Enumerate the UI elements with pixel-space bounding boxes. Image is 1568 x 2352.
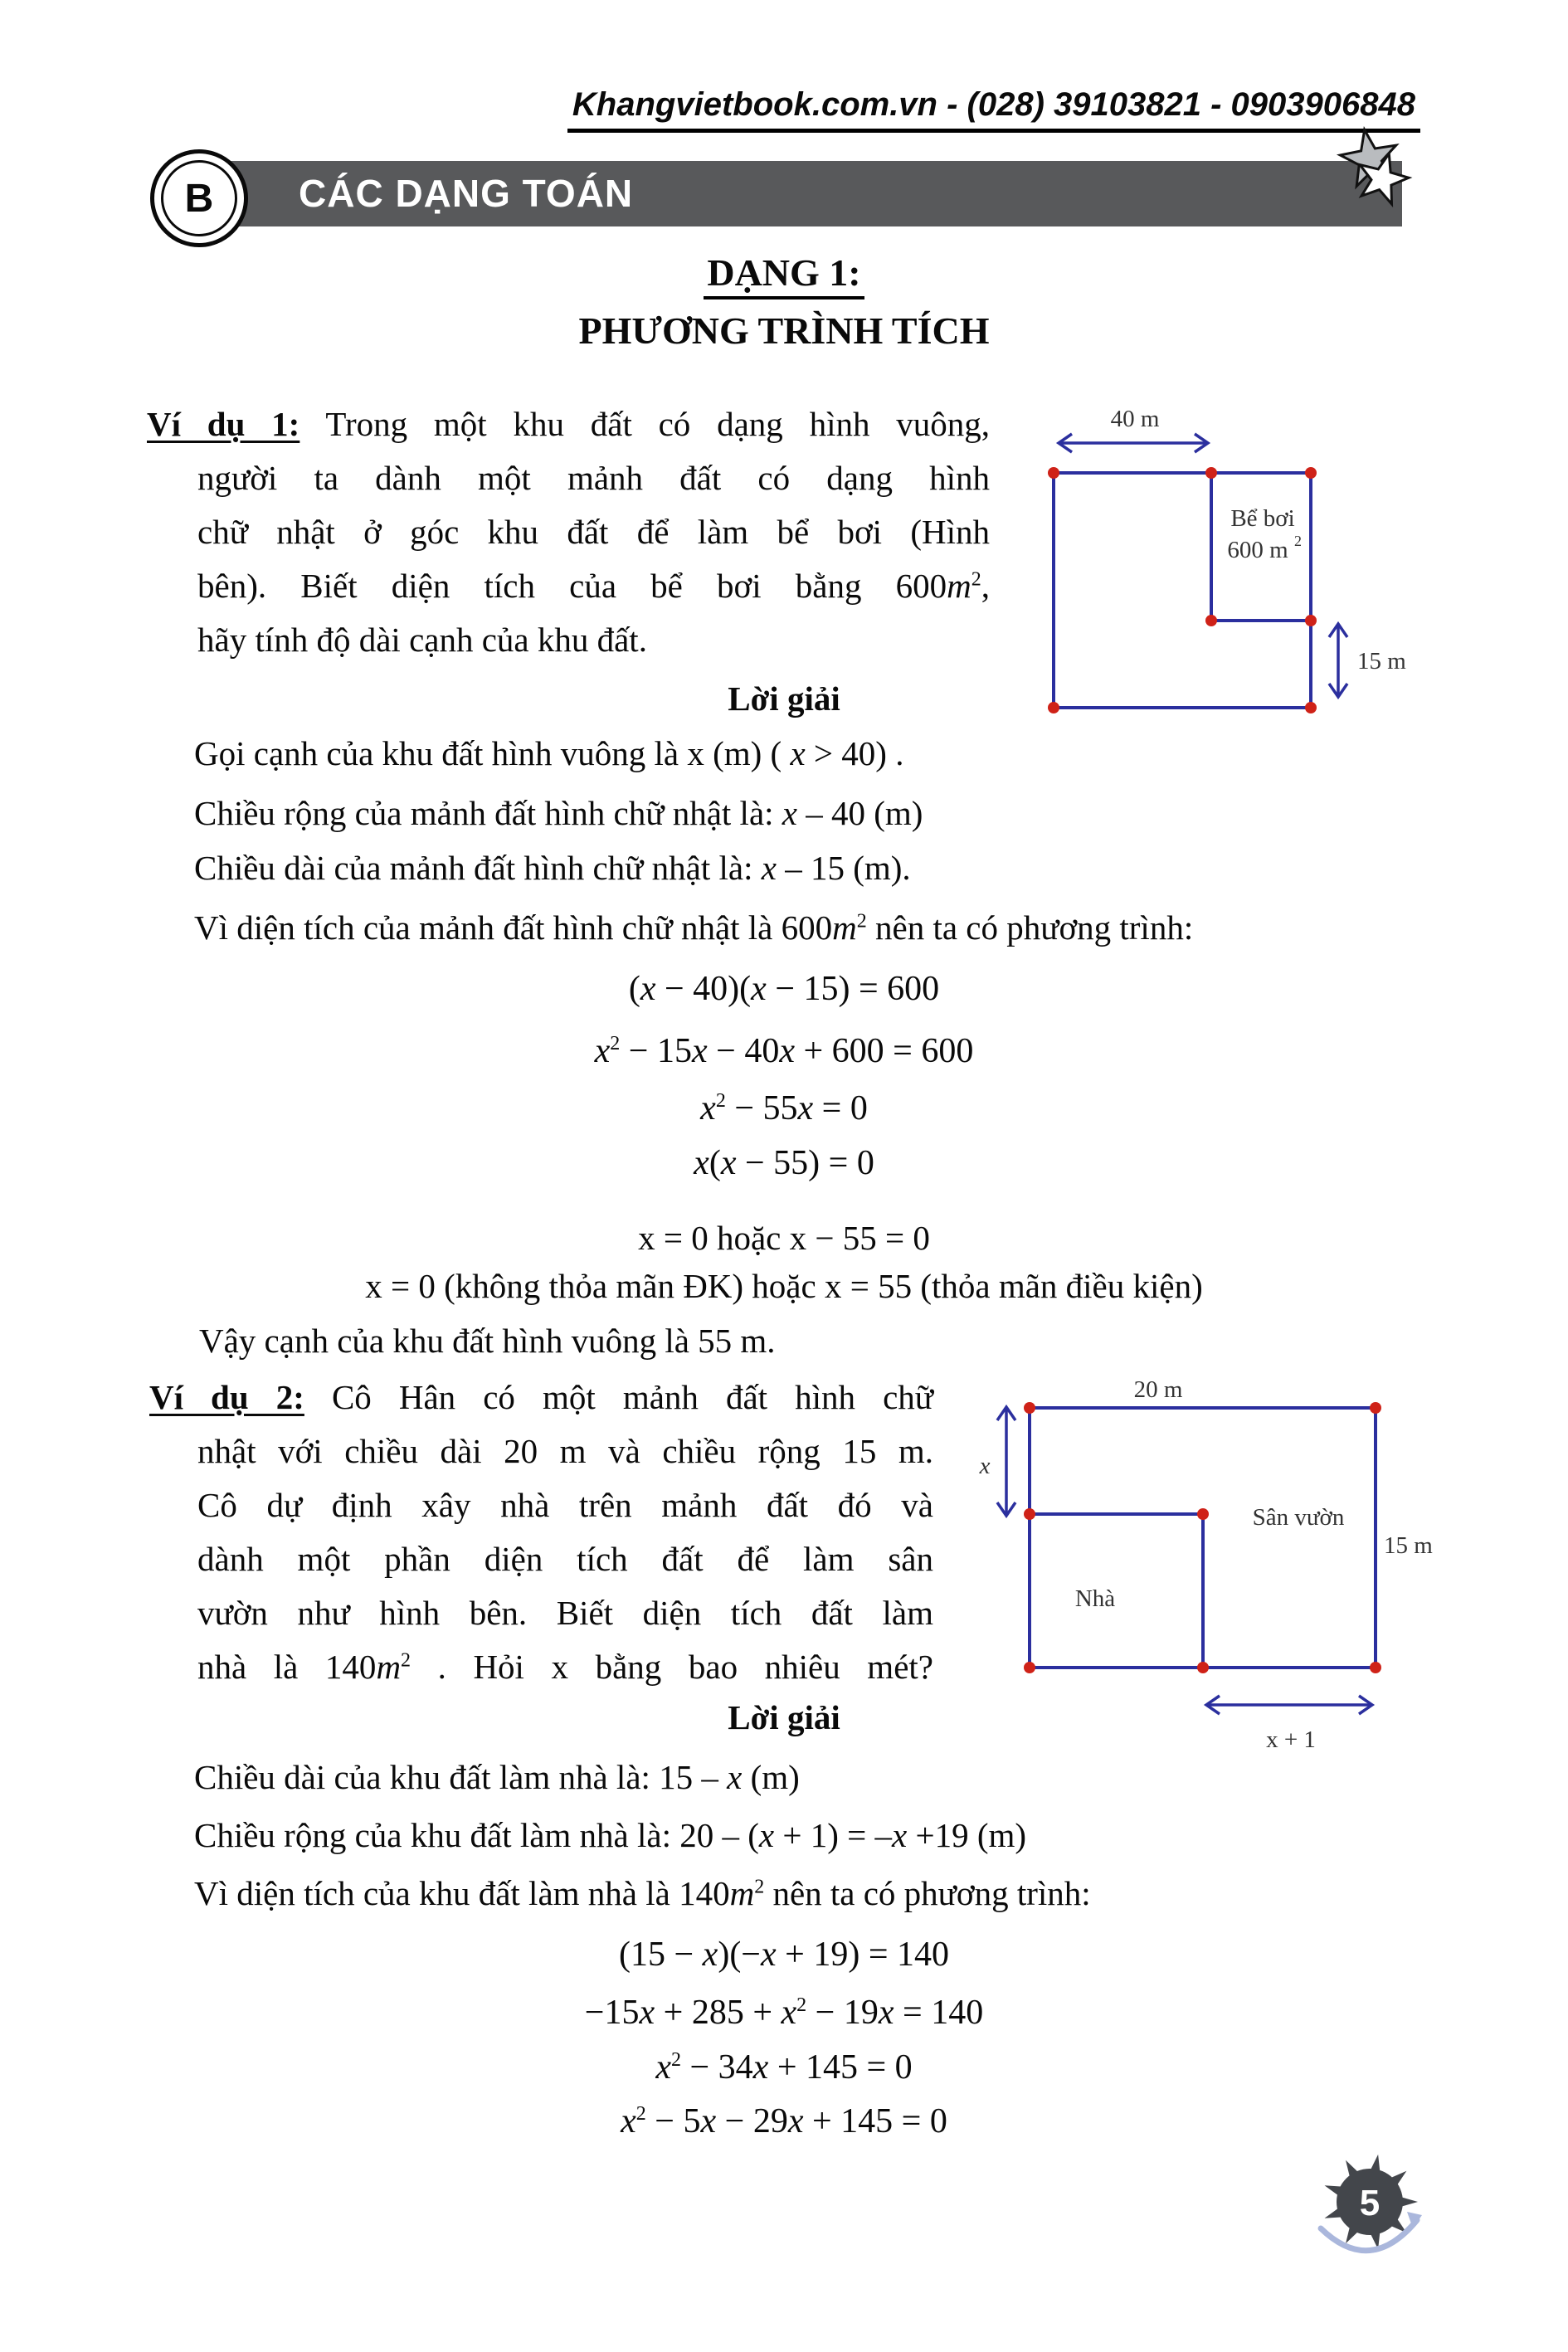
example2-equation-1: (15 − x)(−x + 19) = 140 [618, 1936, 950, 1974]
section-banner [226, 161, 1402, 226]
example1-conclusion: Vậy cạnh của khu đất hình vuông là 55 m. [199, 1322, 776, 1360]
diagram-pool-height-label: 15 m [1357, 648, 1406, 674]
heading-topic: PHƯƠNG TRÌNH TÍCH [578, 309, 990, 352]
example2-equation-4: $x^2 - 5x - 29x + 145 = 0$ [621, 2102, 947, 2140]
diagram-garden-outline [1030, 1408, 1376, 1668]
example2-line2: nhật với chiều dài 20 m và chiều rộng 15 m. [197, 1432, 933, 1470]
diagram-garden-top-label: 20 m [1133, 1376, 1183, 1403]
example2-line6: nhà là $140m^2$ . Hỏi x bằng bao nhiêu mét? [197, 1648, 933, 1686]
heading-dang: DẠNG 1: [0, 251, 1568, 295]
example1-line4: bên). Biết diện tích của bể bơi bằng $600m^2$, [197, 567, 990, 605]
example2-line3: Cô dự định xây nhà trên mảnh đất đó và [197, 1486, 933, 1524]
example1-sol-line3: Chiều dài của mảnh đất hình chữ nhật là: x – 15 (m). [194, 849, 911, 887]
diagram-pool-name-label: Bể bơi [1230, 505, 1295, 532]
page-number: 5 [1359, 2183, 1381, 2223]
example1-equation-1: (x − 40)(x − 15) = 600 [628, 970, 940, 1008]
diagram-pool-area-label: 600 m [1227, 537, 1288, 563]
example2-line1: Ví dụ 2: Cô Hân có một mảnh đất hình chữ [149, 1378, 933, 1416]
example2-sol-line3: Vì diện tích của khu đất làm nhà là $140m^2$ nên ta có phương trình: [194, 1874, 1091, 1912]
example2-equation-3: $x^2 - 34x + 145 = 0$ [655, 2048, 913, 2087]
example1-solution-title: Lời giải [728, 679, 840, 718]
header-contact-line: Khangvietbook.com.vn - (028) 39103821 - 0903906848 [567, 86, 1420, 133]
example1-cases-line: x = 0 hoặc x − 55 = 0 [638, 1219, 930, 1257]
example1-sol-line4: Vì diện tích của mảnh đất hình chữ nhật là $600m^2$ nên ta có phương trình: [194, 908, 1194, 947]
section-badge-letter: B [161, 160, 237, 236]
example2-sol-line1: Chiều dài của khu đất làm nhà là: 15 – x (m) [194, 1758, 800, 1796]
example2-line4: dành một phần diện tích đất để làm sân [197, 1540, 933, 1578]
example1-sol-line2: Chiều rộng của mảnh đất hình chữ nhật là: x – 40 (m) [194, 794, 923, 832]
example1-equation-4: x(x − 55) = 0 [694, 1144, 874, 1182]
example2-equation-2: $-15x + 285 + x^2 - 19x = 140$ [584, 1994, 984, 2032]
diagram-pool [1029, 387, 1493, 718]
example1-sol-line1: Gọi cạnh của khu đất hình vuông là x (m) ( x > 40) . [194, 734, 904, 772]
example1-label: Ví dụ 1: [147, 405, 300, 443]
example1-line5: hãy tính độ dài cạnh của khu đất. [197, 621, 647, 659]
diagram-garden-garden-label: Sân vườn [1252, 1504, 1345, 1531]
example1-equation-3: $x^2 - 55x = 0$ [700, 1089, 868, 1127]
example2-label: Ví dụ 2: [149, 1378, 304, 1416]
diagram-pool-width-label: 40 m [1110, 406, 1160, 432]
decorative-stars-icon [1332, 124, 1429, 221]
example1-line2: người ta dành một mảnh đất có dạng hình [197, 459, 990, 497]
example2-solution-title: Lời giải [728, 1698, 840, 1736]
example1-line3: chữ nhật ở góc khu đất để làm bể bơi (Hình [197, 513, 990, 551]
diagram-pool-dots [1048, 467, 1317, 713]
example1-line1: Ví dụ 1: Trong một khu đất có dạng hình vuông, [147, 405, 990, 443]
diagram-garden-x-label: x [979, 1453, 991, 1479]
page-number-gear [1307, 2144, 1449, 2293]
example1-check-line: x = 0 (không thỏa mãn ĐK) hoặc x = 55 (thỏa mãn điều kiện) [365, 1267, 1203, 1305]
example2-line5: vườn như hình bên. Biết diện tích đất làm [197, 1594, 933, 1632]
diagram-garden-height-label: 15 m [1384, 1532, 1433, 1559]
diagram-garden-house-label: Nhà [1074, 1585, 1116, 1612]
example1-equation-2: $x^2 - 15x - 40x + 600 = 600$ [594, 1032, 974, 1070]
diagram-garden-bottom-label: x + 1 [1266, 1726, 1316, 1753]
diagram-pool-area-sup: 2 [1294, 533, 1302, 549]
example2-sol-line2: Chiều rộng của khu đất làm nhà là: 20 – (x + 1) = –x +19 (m) [194, 1816, 1027, 1854]
section-badge-circle [150, 149, 248, 247]
section-banner-title: CÁC DẠNG TOÁN [299, 172, 634, 215]
